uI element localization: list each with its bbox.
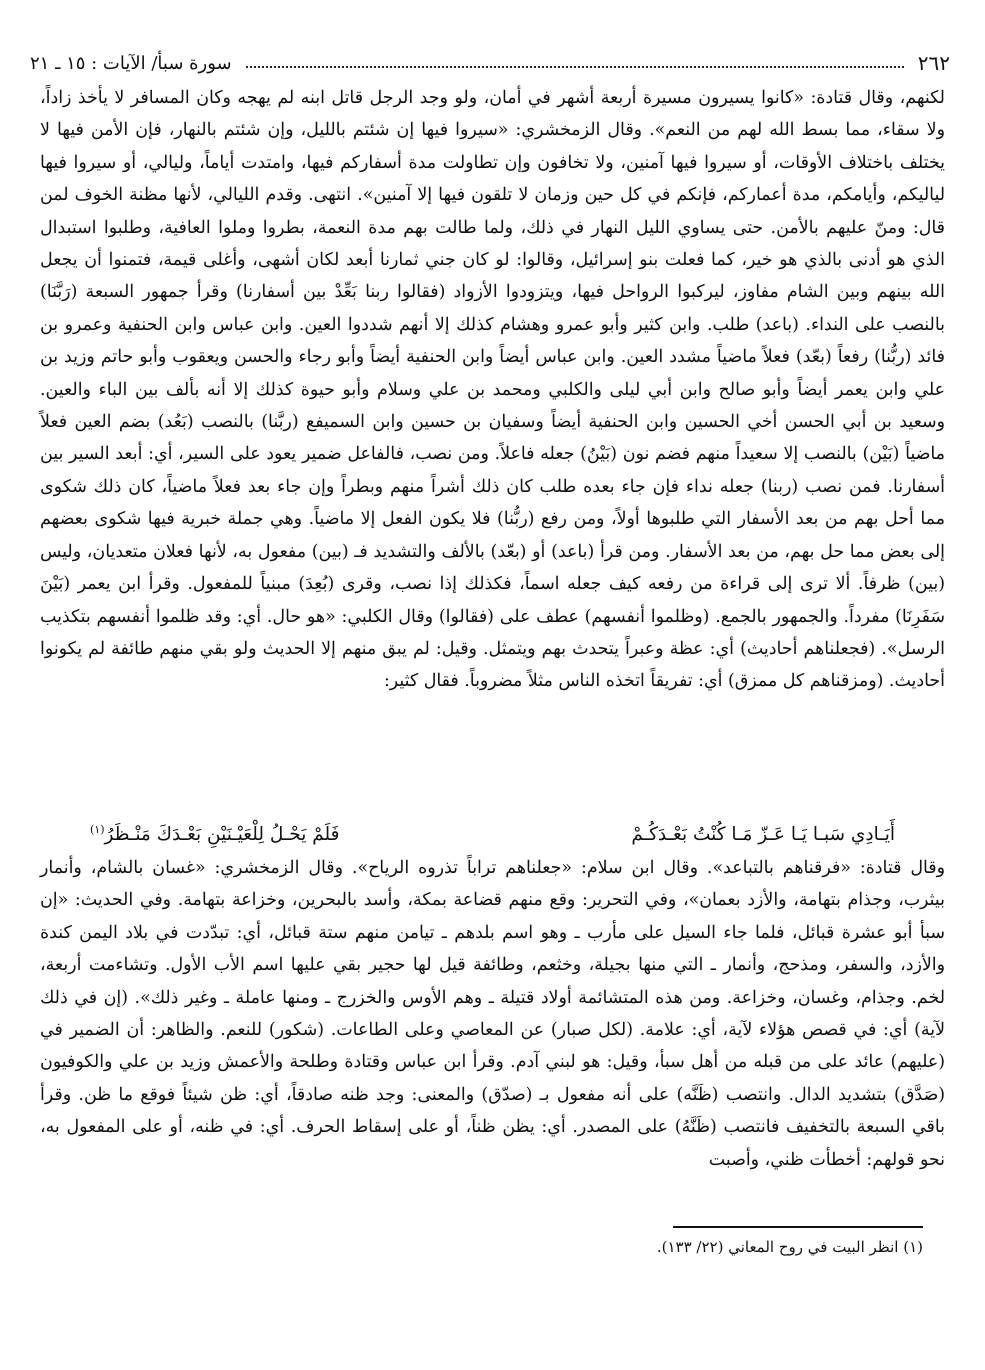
body-paragraph: وقال قتادة: «فرقناهم بالتباعد». وقال ابن سلام: «جعلناهم تراباً تذروه الرياح». وقال الزمخشري: «غسان بالشام، وأنمار بيثرب، وجذام بتهامة، والأزد بعمان»، وفي التحرير: وقع منهم قضاعة بمكة، وأسد بالبحرين، وخزاعة بتهامة. وفي الحديث: «إن سبأ أبو عشرة قبائل، فلما جاء السيل على مأرب ـ وهو اسم بلدهم ـ تيامن منهم ستة قبائل، أي: تبدّدت في بلاد اليمن كندة والأزد، والسفر، ومذحج، وأنمار ـ التي منها بجيلة، وخثعم، وطائفة قيل لها حجير بقي عليها اسم الأب الأول. وتشاءمت أربعة، لخم. وجذام، وغسان، وخزاعة. ومن هذه المتشائمة أولاد قتيلة ـ وهم الأوس والخزرج ـ ومنها عاملة ـ وغير ذلك». (إن في ذلك لآية) أي: في قصص هؤلاء لآية، أي: علامة. (لكل صبار) عن المعاصي وعلى الطاعات. (شكور) للنعم. والظاهر: أن الضمير في (عليهم) عائد على من قبله من أهل سبأ، وقيل: هو لبني آدم. وقرأ ابن عباس وقتادة وطلحة والأعمش وزيد بن علي والكوفيون (صَدَّق) بتشديد الدال. وانتصب (ظَنَّه) على أنه مفعول بـ (صدّق) والمعنى: وجد ظنه صادقاً، أي: ظن شيئاً فوقع ما ظن. وقرأ باقي السبعة بالتخفيف فانتصب (ظَنَّهُ) على المصدر. أي: يظن ظناً، أو على إسقاط الحرف. أي: في ظنه، أو على المفعول به، نحو قولهم: أخطأت ظني، وأصبت <box>40 858 945 1170</box>
page-number: ٢٦٢ <box>917 51 950 75</box>
body-paragraph: لكنهم، وقال قتادة: «كانوا يسيرون مسيرة أربعة أشهر في أمان، ولو وجد الرجل قاتل ابنه لم يهجه وكان المسافر لا يأخذ زاداً، ولا سقاء، مما بسط الله لهم من النعم». وقال الزمخشري: «سيروا فيها إن شئتم بالليل، وإن شئتم بالنهار، فإن الأمن فيها لا يختلف باختلاف الأوقات، أو سيروا فيها آمنين، ولا تخافون وإن تطاولت مدة أسفاركم فيها، وامتدت أياماً، وليالي، أو سيروا فيها لياليكم، وأيامكم، مدة أعماركم، فإنكم في كل حين وزمان لا تلقون فيها إلا آمنين». انتهى. وقدم الليالي، لأنها مظنة الخوف لمن قال: ومنّ عليهم بالأمن. حتى يساوي الليل النهار في ذلك، ولما طالت بهم مدة النعمة، بطروا وملوا العافية، وطلبوا استبدال الذي هو أدنى بالذي هو خير، كما فعلت بنو إسرائيل، وقالوا: لو كان جني ثمارنا أبعد لكان أشهى، وأغلى قيمة، فتمنوا أن يجعل الله بينهم وبين الشام مفاوز، ليركبوا الرواحل فيها، ويتزودوا الأزواد (فقالوا ربنا بَعِّدْ بين أسفارنا) وقرأ جمهور السبعة (رَبَّنَا) بالنصب على النداء. (باعد) طلب. وابن كثير وأبو عمرو وهشام كذلك إلا أنهم شددوا العين. وابن عباس وابن الحنفية وعمرو بن فائد (ربُّنا) رفعاً (بعّد) فعلاً ماضياً مشدد العين. وابن عباس أيضاً وابن الحنفية أيضاً وأبو رجاء والحسن ويعقوب وأبو حاتم وزيد بن علي وابن يعمر أيضاً وأبو صالح وابن أبي ليلى والكلبي ومحمد بن علي وسلام وأبو حيوة كذلك إلا أنه بألف بين الباء والعين. وسعيد بن أبي الحسن أخي الحسين وابن الحنفية أيضاً وسفيان بن حسين وابن السميفع (ربَّنا) بالنصب (بَعُد) بضم العين فعلاً ماضياً (بَيْن) بالنصب إلا سعيداً منهم فضم نون (بَيْنُ) جعله فاعلاً. ومن نصب، فالفاعل ضمير يعود على السير، أي: أبعد السير بين أسفارنا. فمن نصب (ربنا) جعله نداء فإن جاء بعده طلب كان ذلك أشراً منهم وبطراً وإن جاء بعد فعلاً ماضياً، كان ذلك شكوى مما أحل بهم من بعد الأسفار التي طلبوها أولاً، ومن رفع (ربُّنا) فلا يكون الفعل إلا ماضياً. وهي جملة خبرية فيها شكوى بعضهم إلى بعض مما حل بهم، من بعد الأسفار. ومن قرأ (باعد) أو (بعّد) بالألف والتشديد فـ (بين) مفعول به، لأنها فعلان متعديان، وليس (بين) ظرفاً. ألا ترى إلى قراءة من رفعه كيف جعله اسماً، فكذلك إذا نصب، وقرى (بُعِدَ) مبنياً للمفعول. وقرأ ابن يعمر (بَيْنَ سَفَرِنَا) مفرداً. والجمهور بالجمع. (وظلموا أنفسهم) عطف على (فقالوا) وقال الكلبي: «هو حال. أي: وقد ظلموا أنفسهم بتكذيب الرسل». (فجعلناهم أحاديث) أي: عظة وعبراً يتحدث بهم ويتمثل. وقيل: لم يبق منهم إلا الحديث ولو بقي منهم طائفة لم يكونوا أحاديث. (ومزقناهم كل ممزق) أي: تفريقاً اتخذه الناس مثلاً مضروباً. فقال كثير: <box>40 88 945 692</box>
footnote-marker: (١) <box>90 822 105 836</box>
verse-second-hemistich <box>90 823 340 845</box>
footnote: (١) انظر البيت في روح المعاني (٢٢/ ١٣٣). <box>656 1238 923 1256</box>
main-text-continued <box>40 852 945 1176</box>
section-title: سورة سبأ/ الآيات : ١٥ ـ ٢١ <box>30 52 232 74</box>
poetry-verse <box>90 814 895 854</box>
verse-first-hemistich: أَيَـادِي سَبـا يَـا عَـزّ مَـا كُنْتُ بَعْـدَكُـمْ <box>631 823 895 845</box>
page-header <box>30 48 950 78</box>
verse-second-hemistich-text: فَلَمْ يَحْـلُ لِلْعَيْـنَيْنِ بَعْـدَكَ مَنْـظَرُ <box>104 824 340 846</box>
header-dotted-leader <box>246 66 904 68</box>
main-text <box>40 82 945 698</box>
footnote-divider <box>673 1226 923 1228</box>
